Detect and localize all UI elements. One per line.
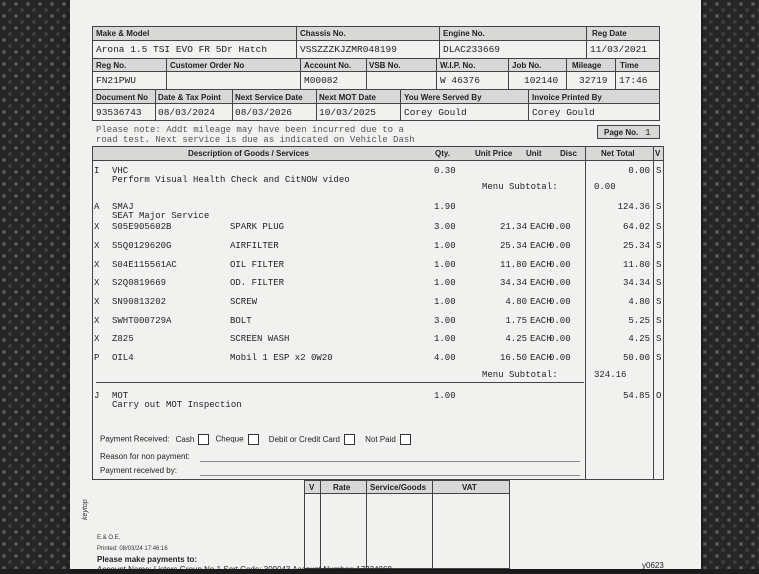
note-line-2: road test. Next service is due as indicated on Vehicle Dash bbox=[96, 135, 415, 145]
cheque-label: Cheque bbox=[215, 434, 244, 444]
col-unit: Unit bbox=[526, 149, 542, 158]
cell-qty: 1.00 bbox=[434, 260, 456, 270]
cell-v: S bbox=[656, 222, 662, 232]
cell-net: 0.00 bbox=[628, 166, 650, 176]
cell-part: SMAJ bbox=[112, 202, 134, 212]
cell-net: 4.25 bbox=[628, 334, 650, 344]
make-model-label: Make & Model bbox=[96, 29, 150, 38]
cell-net: 50.00 bbox=[622, 353, 650, 363]
cell-code: P bbox=[94, 353, 100, 363]
served-by-value: Corey Gould bbox=[404, 107, 467, 118]
cell-qty: 1.90 bbox=[434, 202, 456, 212]
next-mot-value: 10/03/2025 bbox=[319, 107, 377, 118]
eoe-text: E.& O.E. bbox=[97, 535, 121, 541]
reg-date-value: 11/03/2021 bbox=[590, 44, 648, 55]
make-payments-label: Please make payments to: bbox=[97, 555, 198, 564]
cell-code: X bbox=[94, 241, 100, 251]
cell-desc: SCREEN WASH bbox=[230, 334, 290, 344]
vat-col-vat: VAT bbox=[462, 483, 477, 492]
cell-part: S5Q0129620G bbox=[112, 241, 172, 251]
menu-subtotal-value-1: 0.00 bbox=[594, 182, 616, 192]
cell-part: Perform Visual Health Check and CitNOW video bbox=[112, 175, 350, 185]
payment-received-label: Payment Received: bbox=[100, 434, 170, 444]
background-pattern-left bbox=[0, 0, 70, 569]
cell-disc: 0.00 bbox=[549, 222, 571, 232]
background-pattern-right bbox=[701, 0, 759, 569]
engine-value: DLAC233669 bbox=[443, 44, 501, 55]
note-line-1: Please note: Addt mileage may have been incurred due to a bbox=[96, 125, 404, 135]
cell-qty: 4.00 bbox=[434, 353, 456, 363]
reg-no-value: FN21PWU bbox=[96, 75, 136, 86]
cell-disc: 0.00 bbox=[549, 334, 571, 344]
cell-qty: 0.30 bbox=[434, 166, 456, 176]
cell-disc: 0.00 bbox=[549, 260, 571, 270]
not-paid-label: Not Paid bbox=[365, 434, 396, 444]
cell-code: X bbox=[94, 222, 100, 232]
engine-label: Engine No. bbox=[443, 29, 485, 38]
menu-subtotal-value-2: 324.16 bbox=[594, 370, 627, 380]
cell-price: 16.50 bbox=[499, 353, 527, 363]
cell-qty: 3.00 bbox=[434, 316, 456, 326]
reg-date-label: Reg Date bbox=[592, 29, 627, 38]
cell-v: S bbox=[656, 353, 662, 363]
date-tax-value: 08/03/2024 bbox=[158, 107, 216, 118]
cell-code: I bbox=[94, 166, 100, 176]
cell-disc: 0.00 bbox=[549, 278, 571, 288]
chassis-value: VSSZZZKJZMR048199 bbox=[300, 44, 397, 55]
cell-code: X bbox=[94, 260, 100, 270]
col-unit-price: Unit Price bbox=[475, 149, 513, 158]
account-label: Account No. bbox=[304, 61, 352, 70]
cell-net: 25.34 bbox=[622, 241, 650, 251]
cell-qty: 3.00 bbox=[434, 222, 456, 232]
cell-code: A bbox=[94, 202, 100, 212]
cell-v: S bbox=[656, 202, 662, 212]
chassis-label: Chassis No. bbox=[300, 29, 346, 38]
received-by-label: Payment received by: bbox=[100, 466, 177, 475]
cell-v: S bbox=[656, 278, 662, 288]
invoice-document bbox=[70, 0, 701, 574]
cell-unit: EACH bbox=[530, 316, 552, 326]
cell-qty: 1.00 bbox=[434, 241, 456, 251]
date-tax-label: Date & Tax Point bbox=[158, 93, 221, 102]
cell-v: O bbox=[656, 391, 662, 401]
mileage-value: 32719 bbox=[579, 75, 608, 86]
cell-disc: 0.00 bbox=[549, 316, 571, 326]
cell-desc: OD. FILTER bbox=[230, 278, 285, 288]
cell-part: VHC bbox=[112, 166, 129, 176]
menu-subtotal-label-1: Menu Subtotal: bbox=[482, 182, 558, 192]
cell-part: OIL4 bbox=[112, 353, 134, 363]
time-value: 17:46 bbox=[619, 75, 648, 86]
payment-received-row bbox=[100, 434, 415, 445]
cell-v: S bbox=[656, 297, 662, 307]
cash-checkbox[interactable] bbox=[198, 434, 209, 445]
cell-code: X bbox=[94, 297, 100, 307]
cell-unit: EACH bbox=[530, 260, 552, 270]
mileage-label: Mileage bbox=[572, 61, 602, 70]
cell-price: 1.75 bbox=[505, 316, 527, 326]
vat-col-rate: Rate bbox=[333, 483, 351, 492]
cell-part: S2Q0819669 bbox=[112, 278, 167, 288]
cell-unit: EACH bbox=[530, 334, 552, 344]
make-model-value: Arona 1.5 TSI EVO FR 5Dr Hatch bbox=[96, 44, 268, 55]
cell-net: 11.80 bbox=[622, 260, 650, 270]
cell-net: 54.85 bbox=[622, 391, 650, 401]
col-disc: Disc bbox=[560, 149, 577, 158]
cell-qty: 1.00 bbox=[434, 278, 456, 288]
col-description: Description of Goods / Services bbox=[188, 149, 309, 158]
cell-net: 124.36 bbox=[617, 202, 650, 212]
cell-net: 4.80 bbox=[628, 297, 650, 307]
cell-part: SEAT Major Service bbox=[112, 211, 210, 221]
cell-disc: 0.00 bbox=[549, 297, 571, 307]
cell-part: MOT bbox=[112, 391, 129, 401]
cell-desc: AIRFILTER bbox=[230, 241, 279, 251]
cell-qty: 1.00 bbox=[434, 297, 456, 307]
vat-col-service-goods: Service/Goods bbox=[370, 483, 427, 492]
cell-price: 25.34 bbox=[499, 241, 527, 251]
next-mot-label: Next MOT Date bbox=[319, 93, 376, 102]
cell-price: 4.25 bbox=[505, 334, 527, 344]
reason-label: Reason for non payment: bbox=[100, 452, 190, 461]
cell-part: SN90813202 bbox=[112, 297, 167, 307]
cell-price: 21.34 bbox=[499, 222, 527, 232]
cell-disc: 0.00 bbox=[549, 241, 571, 251]
menu-subtotal-label-2: Menu Subtotal: bbox=[482, 370, 558, 380]
col-net-total: Net Total bbox=[601, 149, 635, 158]
vat-col-v: V bbox=[309, 483, 315, 492]
col-qty: Qty. bbox=[435, 149, 450, 158]
cell-desc: OIL FILTER bbox=[230, 260, 285, 270]
reg-no-label: Reg No. bbox=[96, 61, 127, 70]
account-value: M00082 bbox=[304, 75, 339, 86]
cell-price: 34.34 bbox=[499, 278, 527, 288]
card-checkbox[interactable] bbox=[344, 434, 355, 445]
cell-price: 4.80 bbox=[505, 297, 527, 307]
cell-code: J bbox=[94, 391, 100, 401]
printed-timestamp: Printed: 08/03/24 17:46:16 bbox=[97, 546, 168, 552]
wip-value: W 46376 bbox=[440, 75, 480, 86]
cell-net: 5.25 bbox=[628, 316, 650, 326]
cell-v: S bbox=[656, 334, 662, 344]
cell-net: 64.02 bbox=[622, 222, 650, 232]
job-value: 102140 bbox=[524, 75, 559, 86]
account-line: Account Name: Listers Group No.1 Sort Code: 309043 Account Number: 17334068 bbox=[97, 565, 392, 574]
job-label: Job No. bbox=[512, 61, 542, 70]
page-label: Page No. bbox=[604, 128, 639, 137]
doc-no-label: Document No bbox=[96, 93, 148, 102]
cell-desc: SPARK PLUG bbox=[230, 222, 285, 232]
reason-line[interactable] bbox=[200, 461, 580, 462]
doc-no-value: 93536743 bbox=[96, 107, 142, 118]
cell-desc: Mobil 1 ESP x2 0W20 bbox=[230, 353, 333, 363]
cheque-checkbox[interactable] bbox=[248, 434, 259, 445]
cell-price: 11.80 bbox=[499, 260, 527, 270]
cell-part: S04E115561AC bbox=[112, 260, 177, 270]
cell-code: X bbox=[94, 278, 100, 288]
cell-part: Carry out MOT Inspection bbox=[112, 400, 242, 410]
printed-by-label: Invoice Printed By bbox=[532, 93, 602, 102]
received-by-line[interactable] bbox=[200, 475, 580, 476]
cell-code: X bbox=[94, 316, 100, 326]
cell-disc: 0.00 bbox=[549, 353, 571, 363]
items-table bbox=[92, 146, 664, 480]
keytop-logo: keytop bbox=[82, 499, 89, 520]
time-label: Time bbox=[620, 61, 639, 70]
page-number-box bbox=[597, 125, 660, 139]
next-service-value: 08/03/2026 bbox=[235, 107, 293, 118]
printed-by-value: Corey Gould bbox=[532, 107, 595, 118]
cell-qty: 1.00 bbox=[434, 391, 456, 401]
next-service-label: Next Service Date bbox=[235, 93, 303, 102]
cell-unit: EACH bbox=[530, 222, 552, 232]
cell-v: S bbox=[656, 316, 662, 326]
cell-part: Z825 bbox=[112, 334, 134, 344]
cell-unit: EACH bbox=[530, 353, 552, 363]
cell-unit: EACH bbox=[530, 241, 552, 251]
card-label: Debit or Credit Card bbox=[268, 434, 340, 444]
cell-unit: EACH bbox=[530, 278, 552, 288]
cell-desc: SCREW bbox=[230, 297, 258, 307]
cash-label: Cash bbox=[175, 434, 195, 444]
cell-unit: EACH bbox=[530, 297, 552, 307]
customer-order-label: Customer Order No bbox=[170, 61, 245, 70]
served-by-label: You Were Served By bbox=[404, 93, 482, 102]
wip-label: W.I.P. No. bbox=[440, 61, 476, 70]
vsb-label: VSB No. bbox=[369, 61, 401, 70]
cell-v: S bbox=[656, 241, 662, 251]
cell-code: X bbox=[94, 334, 100, 344]
version-label: y0623 bbox=[642, 561, 664, 570]
cell-part: S05E905602B bbox=[112, 222, 172, 232]
col-v: V bbox=[655, 149, 661, 158]
cell-net: 34.34 bbox=[622, 278, 650, 288]
page-value: 1 bbox=[645, 127, 651, 138]
cell-v: S bbox=[656, 166, 662, 176]
cell-v: S bbox=[656, 260, 662, 270]
cell-desc: BOLT bbox=[230, 316, 252, 326]
cell-qty: 1.00 bbox=[434, 334, 456, 344]
cell-part: SWHT000729A bbox=[112, 316, 172, 326]
not-paid-checkbox[interactable] bbox=[400, 434, 411, 445]
